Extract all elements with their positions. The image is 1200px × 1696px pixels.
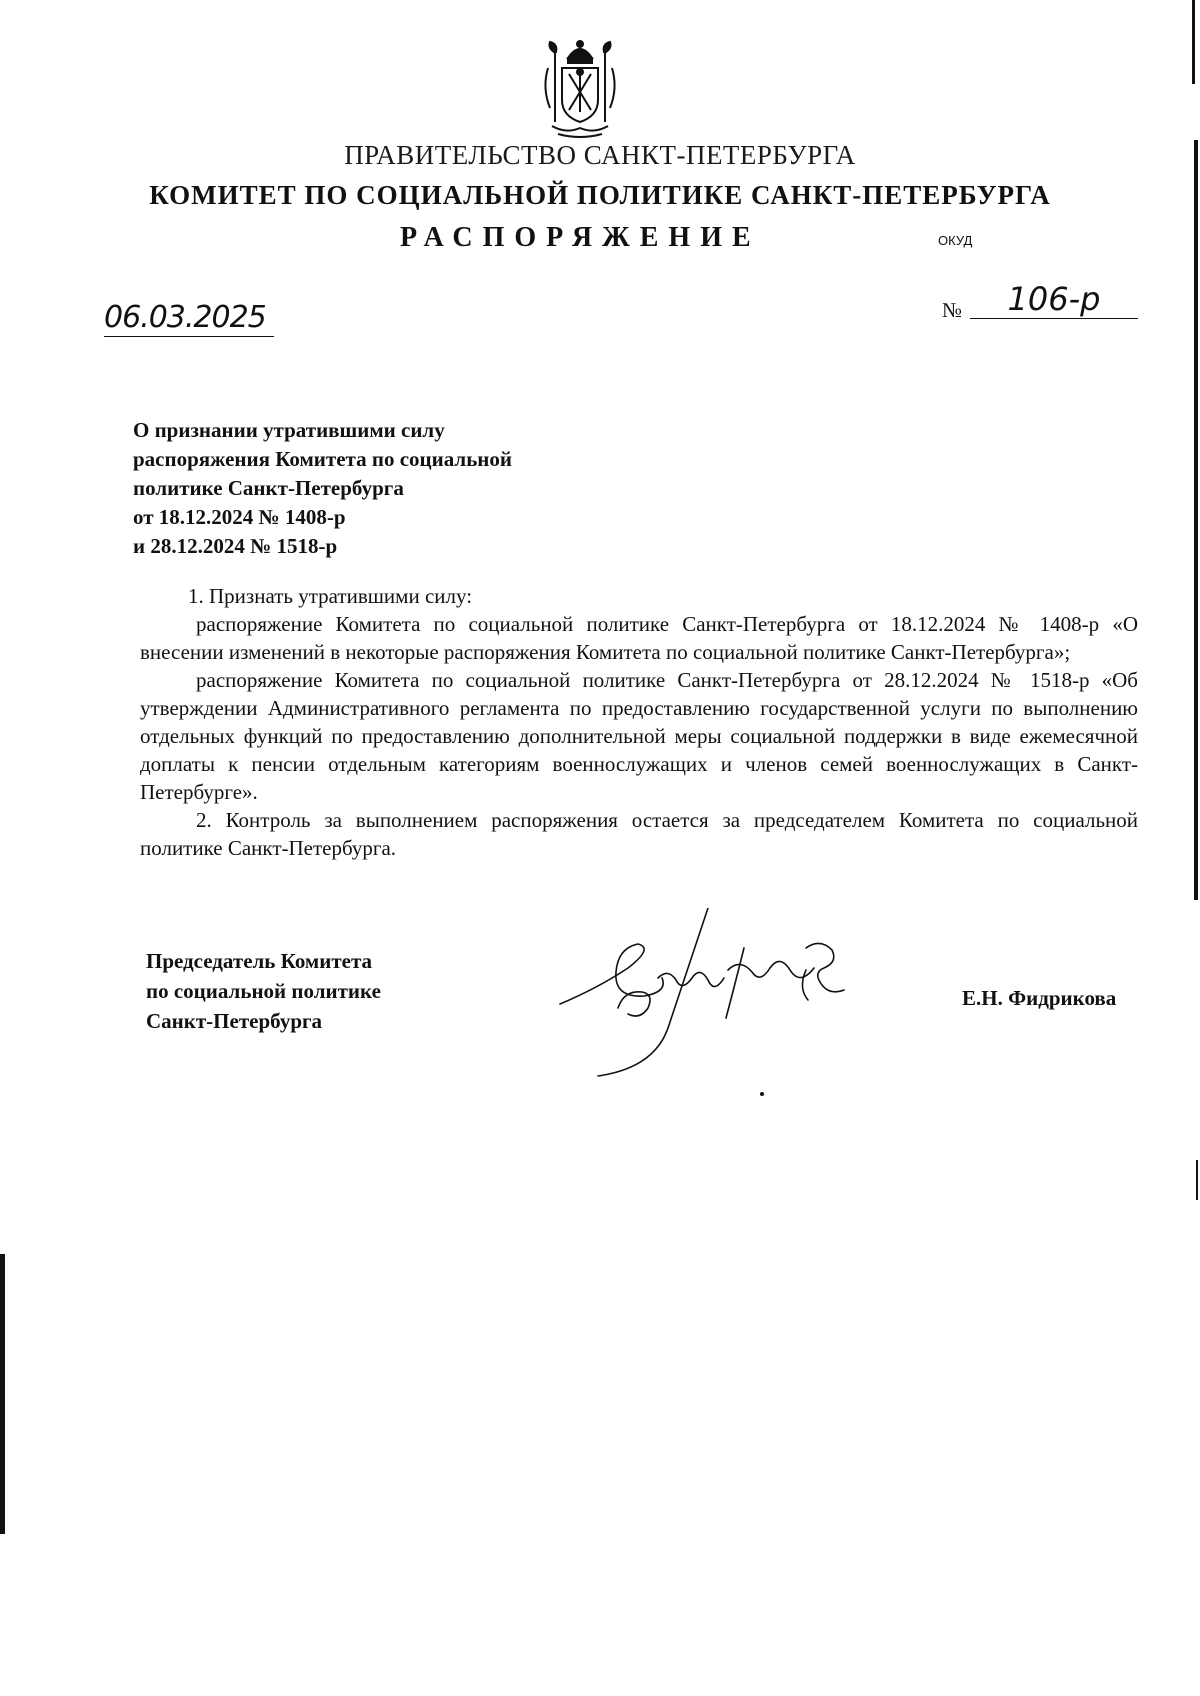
- document-subject: [133, 416, 653, 561]
- scan-edge-mark: [0, 1254, 5, 1534]
- scan-edge-mark: [1192, 0, 1195, 84]
- committee-title: КОМИТЕТ ПО СОЦИАЛЬНОЙ ПОЛИТИКЕ САНКТ-ПЕТЕРБУРГА: [149, 180, 1051, 210]
- scan-dot: [760, 1092, 764, 1096]
- scan-edge-mark: [1194, 140, 1198, 900]
- document-type: РАСПОРЯЖЕНИЕ: [400, 222, 761, 253]
- position-line: по социальной политике: [146, 979, 381, 1003]
- number-label: №: [942, 298, 963, 322]
- position-line: Санкт-Петербурга: [146, 1009, 323, 1033]
- signatory-name: Е.Н. Фидрикова: [962, 986, 1117, 1010]
- subject-line: политике Санкт-Петербурга: [133, 476, 404, 500]
- subject-line: О признании утратившими силу: [133, 418, 445, 442]
- document-body: [140, 582, 1138, 862]
- document-date: 06.03.2025: [104, 300, 274, 337]
- subject-line: от 18.12.2024 № 1408-р: [133, 505, 346, 529]
- scan-edge-mark: [1196, 1160, 1198, 1200]
- body-paragraph: 1. Признать утратившими силу:: [188, 584, 473, 608]
- body-paragraph: распоряжение Комитета по социальной политике Санкт-Петербурга от 28.12.2024 № 1518-р «Об утверждении Административного регламента по предоставлению государственной услуги по выполнению отдельных функций по предоставлению дополнительной меры социальной поддержки в виде ежемесячной доплаты к пенсии отдельным категориям военнослужащих и членов семей военнослужащих в Санкт-Петербурге».: [140, 668, 1138, 804]
- body-paragraph: распоряжение Комитета по социальной политике Санкт-Петербурга от 18.12.2024 № 1408-р «О внесении изменений в некоторые распоряжения Комитета по социальной политике Санкт-Петербурга»;: [140, 612, 1138, 664]
- position-line: Председатель Комитета: [146, 949, 373, 973]
- government-title: ПРАВИТЕЛЬСТВО САНКТ-ПЕТЕРБУРГА: [344, 140, 856, 170]
- document-number: 106-р: [970, 280, 1138, 319]
- body-paragraph: 2. Контроль за выполнением распоряжения остается за председателем Комитета по социальной политике Санкт-Петербурга.: [140, 808, 1138, 860]
- signatory-position: [146, 946, 476, 1036]
- subject-line: распоряжения Комитета по социальной: [133, 447, 513, 471]
- subject-line: и 28.12.2024 № 1518-р: [133, 534, 338, 558]
- handwritten-signature: [558, 908, 868, 1078]
- okud-label: ОКУД: [938, 233, 973, 248]
- coat-of-arms-icon: [538, 38, 622, 142]
